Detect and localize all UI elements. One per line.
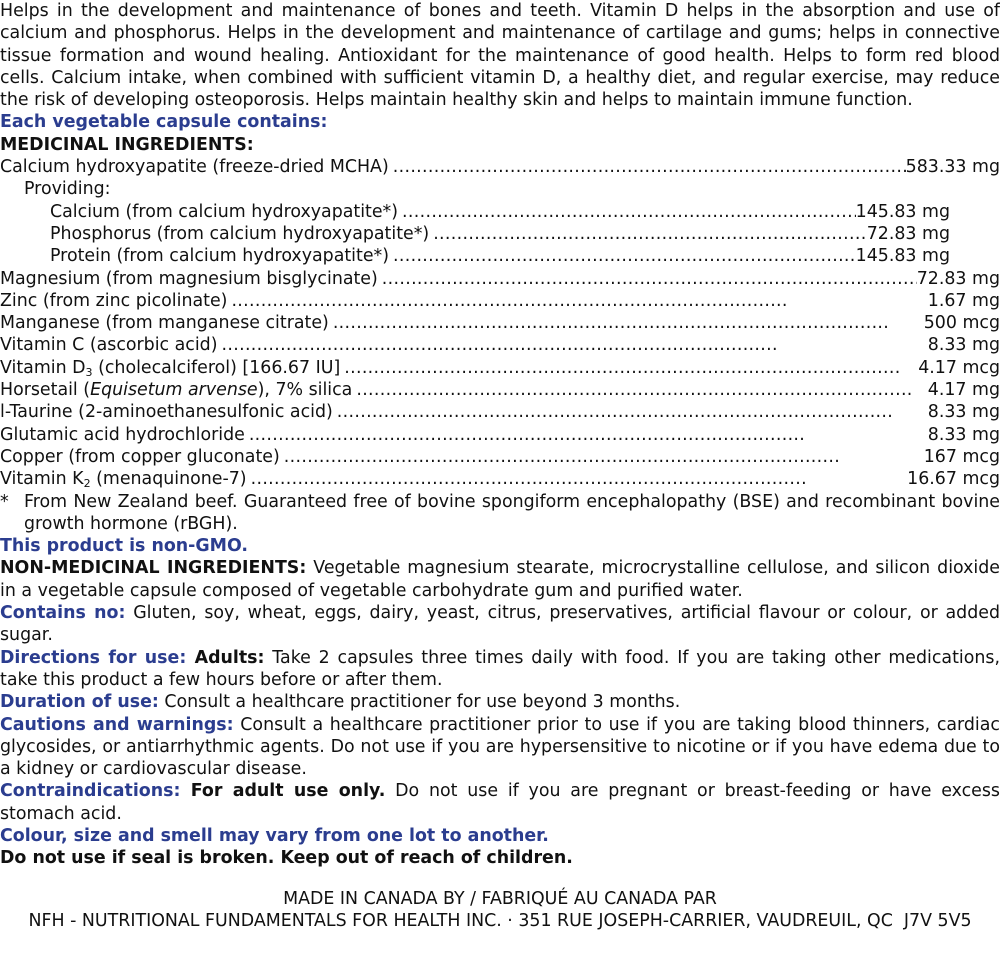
ingredient-amount: 8.33 mg	[927, 402, 1000, 423]
providing-amount: 145.83 mg	[855, 246, 950, 267]
section-text: Do not use if you are pregnant or breast-feeding or have excess stomach acid.	[0, 781, 1000, 824]
cautions-section	[0, 714, 1000, 781]
section-label: Contains no:	[0, 603, 126, 624]
dot-leader	[378, 268, 917, 290]
dot-leader	[329, 312, 924, 334]
ingredient-name-part: Vitamin K	[0, 469, 84, 490]
latin-name: Equisetum arvense	[90, 380, 258, 401]
ingredient-amount: 1.67 mg	[927, 290, 1000, 311]
ingredient-name: l-Taurine (2-aminoethanesulfonic acid)	[0, 402, 333, 423]
seal-warning: Do not use if seal is broken. Keep out of reach of children.	[0, 848, 573, 869]
providing-amount: 145.83 mg	[855, 201, 950, 222]
ingredient-name	[0, 357, 340, 379]
dot-leader	[389, 245, 856, 267]
ingredient-name: Glutamic acid hydrochloride	[0, 424, 245, 445]
ingredient-amount: 72.83 mg	[916, 268, 1000, 289]
ingredient-row	[0, 446, 1000, 468]
dot-leader	[280, 446, 924, 468]
dot-leader	[218, 334, 928, 356]
ingredient-name	[0, 468, 247, 490]
ingredient-row-main	[0, 156, 1000, 178]
ingredient-name-part: Horsetail (	[0, 380, 91, 401]
dot-leader	[429, 223, 867, 245]
contraindications-section	[0, 780, 1000, 825]
section-label: NON-MEDICINAL INGREDIENTS:	[0, 558, 307, 579]
company-address: NFH - NUTRITIONAL FUNDAMENTALS FOR HEALTH INC. · 351 RUE JOSEPH-CARRIER, VAUDREUIL, QC J7V 5V5	[28, 910, 972, 931]
subscript: 3	[85, 365, 93, 379]
ingredient-row	[0, 334, 1000, 356]
ingredient-amount: 4.17 mg	[927, 380, 1000, 401]
section-text: Take 2 capsules three times daily with food. If you are taking other medications, take this product a few hours before or after them.	[0, 647, 1000, 690]
ingredient-row	[0, 401, 1000, 423]
providing-list	[0, 201, 950, 268]
ingredient-amount: 16.67 mcg	[907, 469, 1000, 490]
ingredient-name	[0, 379, 352, 401]
providing-row	[50, 223, 950, 245]
dot-leader	[247, 468, 908, 490]
ingredient-name: Zinc (from zinc picolinate)	[0, 290, 228, 311]
footnote-text: From New Zealand beef. Guaranteed free of bovine spongiform encephalopathy (BSE) and recombinant bovine growth hormone (rBGH).	[24, 491, 1000, 534]
ingredient-name: Vitamin C (ascorbic acid)	[0, 335, 218, 356]
duration-section	[0, 691, 1000, 713]
ingredient-name: Copper (from copper gluconate)	[0, 446, 280, 467]
section-text: Vegetable magnesium stearate, microcrystalline cellulose, and silicon dioxide in a vegetable capsule composed of vegetable carbohydrate gum and purified water.	[0, 558, 1000, 601]
providing-name: Phosphorus (from calcium hydroxyapatite*)	[50, 223, 430, 244]
providing-name: Calcium (from calcium hydroxyapatite*)	[50, 201, 399, 222]
section-label: Cautions and warnings:	[0, 714, 234, 735]
directions-section	[0, 647, 1000, 692]
made-in-line: MADE IN CANADA BY / FABRIQUÉ AU CANADA PAR	[283, 888, 717, 909]
ingredient-row	[0, 468, 1000, 490]
non-gmo-statement: This product is non-GMO.	[0, 536, 248, 557]
medicinal-heading: MEDICINAL INGREDIENTS:	[0, 134, 254, 155]
section-text: Gluten, soy, wheat, eggs, dairy, yeast, citrus, preservatives, artificial flavour or colour, or added sugar.	[0, 603, 1000, 646]
dot-leader	[333, 401, 928, 423]
section-emphasis: For adult use only.	[180, 781, 386, 802]
section-text: Consult a healthcare practitioner for use beyond 3 months.	[158, 692, 681, 713]
providing-amount: 72.83 mg	[866, 223, 950, 244]
variance-statement: Colour, size and smell may vary from one lot to another.	[0, 825, 549, 846]
dot-leader	[398, 201, 856, 223]
footnote	[0, 491, 1000, 536]
ingredient-name-part: ), 7% silica	[257, 380, 353, 401]
ingredient-row	[0, 379, 1000, 401]
non-medicinal-section	[0, 557, 1000, 602]
ingredient-name: Calcium hydroxyapatite (freeze-dried MCHA)	[0, 157, 389, 178]
intro-paragraph: Helps in the development and maintenance of bones and teeth. Vitamin D helps in the absorption and use of calcium and phosphorus. Helps in the development and maintenance of cartilage and gums; helps in connective tissue formation and wound healing. Antioxidant for the maintenance of good health. Helps to form red blood cells. Calcium intake, when combined with sufficient vitamin D, a healthy diet, and regular exercise, may reduce the risk of developing osteoporosis. Helps maintain healthy skin and helps to maintain immune function.	[0, 1, 1000, 111]
ingredient-row	[0, 312, 1000, 334]
ingredient-amount: 8.33 mg	[927, 335, 1000, 356]
ingredient-amount: 4.17 mcg	[918, 357, 1000, 378]
providing-name: Protein (from calcium hydroxyapatite*)	[50, 246, 390, 267]
ingredient-row	[0, 424, 1000, 446]
ingredient-amount: 583.33 mg	[905, 157, 1000, 178]
ingredient-name: Magnesium (from magnesium bisglycinate)	[0, 268, 378, 289]
ingredient-row	[0, 357, 1000, 379]
ingredient-row	[0, 290, 1000, 312]
subscript: 2	[83, 477, 91, 491]
ingredient-name-part: (cholecalciferol) [166.67 IU]	[92, 357, 341, 378]
dot-leader	[340, 357, 918, 379]
section-label: Contraindications:	[0, 781, 181, 802]
ingredient-name: Manganese (from manganese citrate)	[0, 313, 329, 334]
section-emphasis: Adults:	[186, 647, 265, 668]
ingredient-row	[0, 268, 1000, 290]
dot-leader	[227, 290, 927, 312]
ingredient-amount: 167 mcg	[923, 446, 1000, 467]
providing-row	[50, 245, 950, 267]
ingredient-amount: 8.33 mg	[927, 424, 1000, 445]
dot-leader	[245, 424, 928, 446]
section-label: Duration of use:	[0, 692, 159, 713]
ingredient-amount: 500 mcg	[923, 313, 1000, 334]
providing-row	[50, 201, 950, 223]
capsule-heading: Each vegetable capsule contains:	[0, 112, 328, 133]
footnote-marker: *	[0, 491, 9, 512]
dot-leader	[389, 156, 906, 178]
ingredient-name-part: Vitamin D	[0, 357, 86, 378]
section-text: Consult a healthcare practitioner prior to use if you are taking blood thinners, cardiac glycosides, or antiarrhythmic agents. Do not use if you are hypersensitive to nicotine or if you have edema due to a kidney or cardiovascular disease.	[0, 714, 1000, 780]
spacer	[0, 870, 1000, 888]
contains-no-section	[0, 602, 1000, 647]
dot-leader	[352, 379, 927, 401]
providing-label: Providing:	[24, 179, 111, 200]
section-label: Directions for use:	[0, 647, 187, 668]
ingredient-name-part: (menaquinone-7)	[90, 469, 247, 490]
